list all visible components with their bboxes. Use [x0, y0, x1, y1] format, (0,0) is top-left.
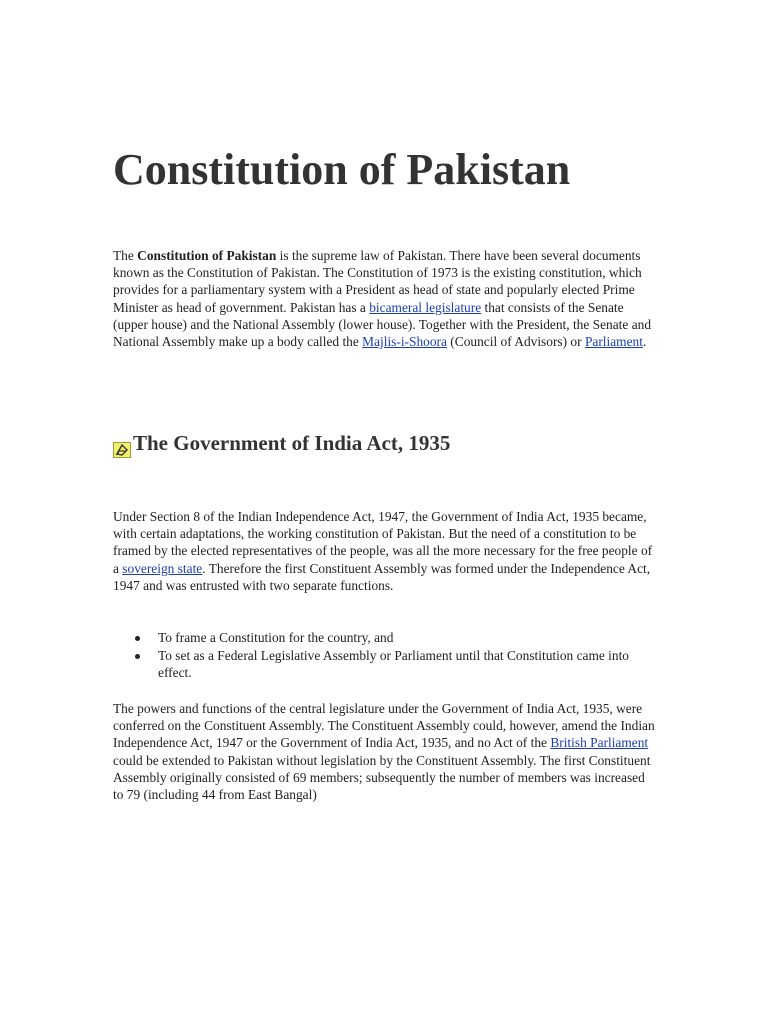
- list-item: [113, 629, 658, 646]
- act-paragraph: [113, 508, 658, 594]
- list-item-text: To frame a Constitution for the country, and: [158, 630, 394, 645]
- bullet-icon: [135, 654, 140, 659]
- section-heading: [113, 428, 450, 458]
- powers-text-1: The powers and functions of the central legislature under the Government of India Act, 1935, were conferred on the Constituent Assembly. The Constituent Assembly could, however, amend the Indian Independence Act, 1947 or the Government of India Act, 1935, and no Act of the: [113, 701, 655, 751]
- intro-paragraph: [113, 247, 658, 350]
- functions-list: [113, 629, 658, 683]
- list-item: [113, 647, 658, 681]
- british-parliament-link[interactable]: British Parliament: [550, 735, 649, 751]
- section-heading-text: The Government of India Act, 1935: [133, 431, 451, 455]
- intro-text-4: (Council of Advisors) or: [446, 334, 585, 350]
- act-text-2: . Therefore the first Constituent Assembly was formed under the Independence Act, 1947 and was entrusted with two separate functions.: [113, 560, 651, 593]
- powers-text-2: could be extended to Pakistan without legislation by the Constituent Assembly. The first Constituent Assembly originally consisted of 69 members; subsequently the number of members was increased to 79 (including 44 from East Bangal): [113, 752, 651, 803]
- page-title: Constitution of Pakistan: [113, 145, 571, 194]
- intro-bold-term: Constitution of Pakistan: [137, 248, 277, 263]
- intro-text-2: is the supreme law of Pakistan. There have been several documents known as the Constitution of Pakistan. The Constitution of 1973 is the existing constitution, which provides for a parliamentary system with a President as head of state and popularly elected Prime Minister as head of government. Pakistan has a: [113, 248, 642, 315]
- intro-text-1: The: [113, 248, 138, 263]
- majlis-i-shoora-link[interactable]: Majlis-i-Shoora: [362, 334, 447, 350]
- bicameral-legislature-link[interactable]: bicameral legislature: [369, 299, 482, 315]
- intro-text-3: that consists of the Senate (upper house) and the National Assembly (lower house). Together with the President, the Senate and National Assembly make up a body called the: [113, 299, 652, 350]
- list-item-text: To set as a Federal Legislative Assembly or Parliament until that Constitution came into effect.: [158, 648, 629, 681]
- powers-paragraph: [113, 700, 658, 803]
- parliament-link[interactable]: Parliament: [584, 334, 643, 350]
- act-text-1: Under Section 8 of the Indian Independence Act, 1947, the Government of India Act, 1935 became, with certain adaptations, the working constitution of Pakistan. But the need of a constitution to be framed by the elected representatives of the people, was all the more necessary for the free people of a: [113, 509, 653, 576]
- broken-image-icon: [113, 436, 131, 452]
- bullet-icon: [135, 636, 140, 641]
- sovereign-state-link[interactable]: sovereign state: [122, 560, 203, 576]
- intro-text-5: .: [642, 334, 647, 350]
